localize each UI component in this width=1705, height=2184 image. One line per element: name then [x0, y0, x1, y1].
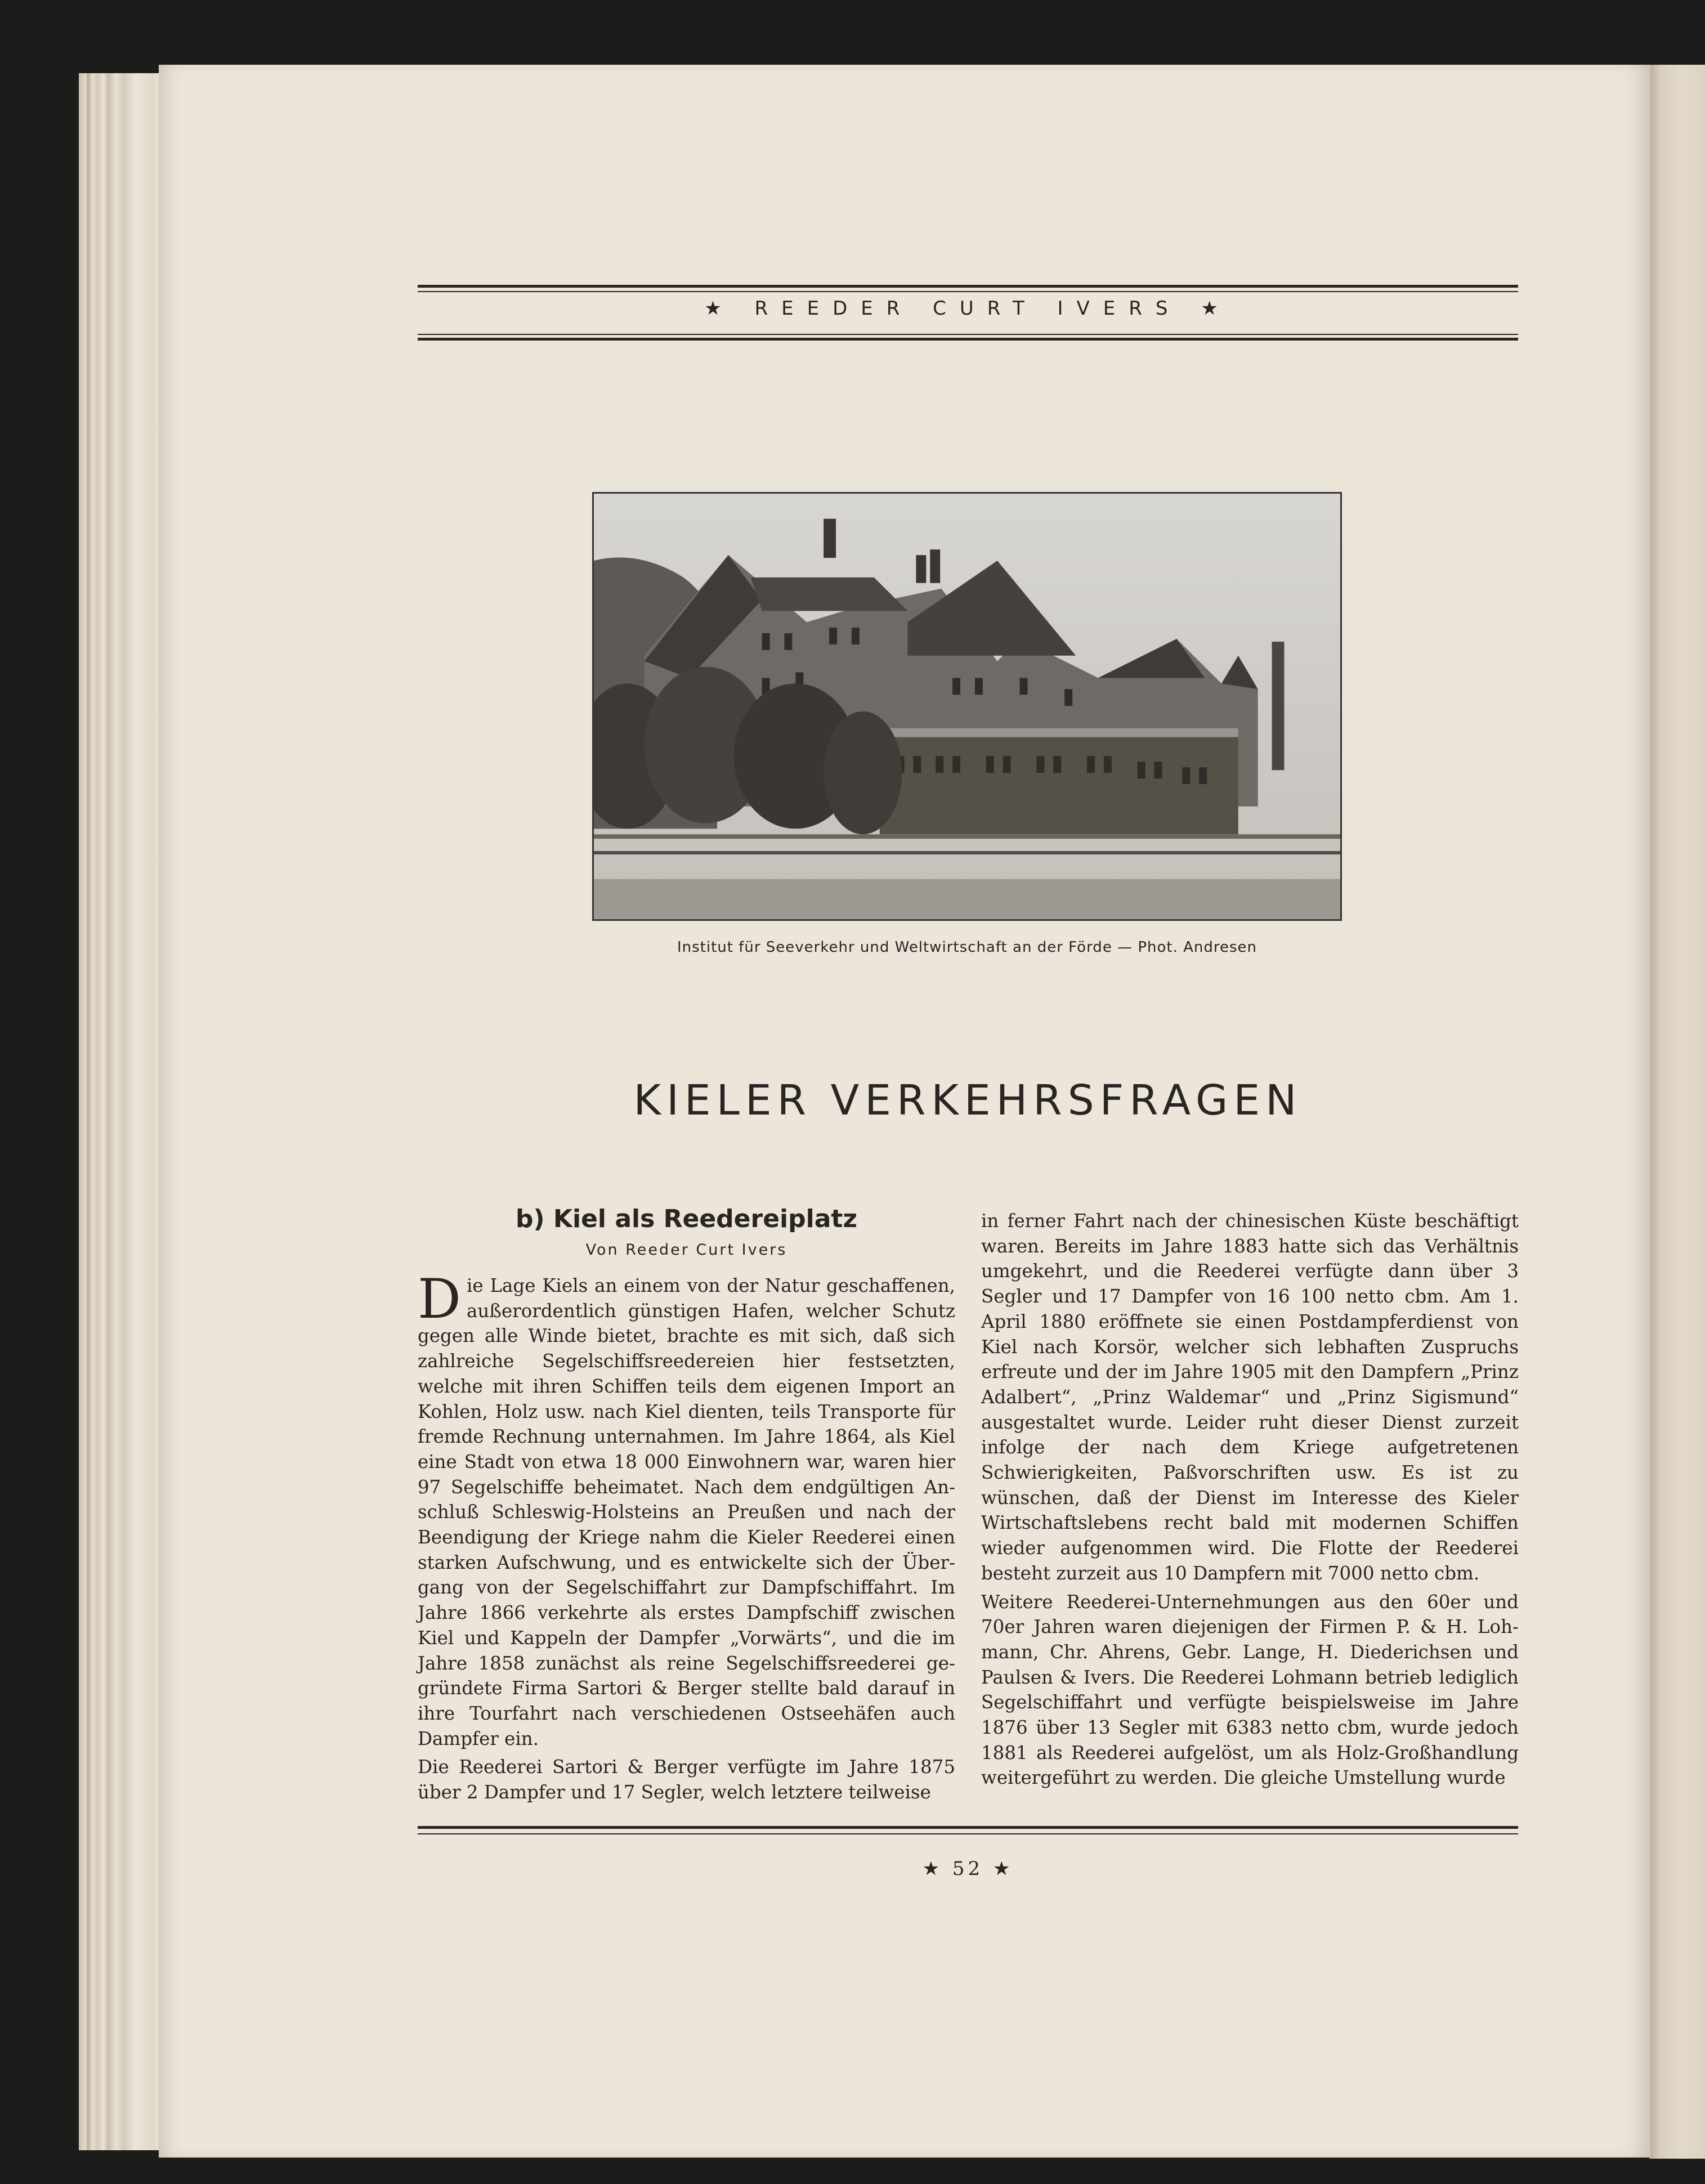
section-title: b) Kiel als Reedereiplatz	[515, 1205, 858, 1233]
running-head-star-left: ★	[704, 297, 735, 320]
running-head	[418, 297, 1518, 320]
photo-caption: Institut für Seeverkehr und Weltwirtschaft an der Förde — Phot. Andresen	[677, 939, 1258, 956]
paragraph: Die Reederei Sartori & Berger verfügte im Jahre 1875 über 2 Dampfer und 17 Segler, welch letztere teilweise	[418, 1756, 955, 1803]
paragraph: in ferner Fahrt nach der chinesischen Küste beschäftigt waren. Bereits im Jahre 1883 hatte sich das Verhältnis umgekehrt, und die Reederei verfügte dann über 3 Segler und 17 Dampfer von 16 100 netto cbm. Am 1. April 1880 eröffnete sie einen Postdampferdienst von Kiel nach Korsör, welcher sich lebhaften Zuspruchs erfreute und der im Jahre 1905 mit den Dampfern „Prinz Adalbert“, „Prinz Waldemar“ und „Prinz Sigismund“ ausgestaltet wurde. Leider ruht dieser Dienst zurzeit infolge der nach dem Kriege aufgetretenen Schwierigkeiten, Paßvorschriften usw. Es ist zu wünschen, daß der Dienst im Interesse des Kieler Wirtschaftslebens recht bald mit modernen Schiffen wieder aufgenommen wird. Die Flotte der Reederei besteht zurzeit aus 10 Dampfern mit 7000 netto cbm.	[981, 1210, 1519, 1584]
building-photograph	[592, 492, 1342, 921]
header-rule-top-thin	[418, 291, 1518, 292]
paragraph: Weitere Reederei-Unternehmungen aus den 60er und 70er Jahren waren diejenigen der Firmen P. & H. Lohmann, Chr. Ahrens, Gebr. Lange, H. Diederichsen und Paulsen & Ivers. Die Reederei Lohmann betrieb lediglich Segelschiffahrt und verfügte beispielsweise im Jahre 1876 über 13 Segler mit 6383 netto cbm, wurde jedoch 1881 als Reederei aufgelöst, um als Holz-Großhandlung weitergeführt zu werden. Die gleiche Umstellung wurde	[981, 1591, 1519, 1789]
header-rule-bottom-thin	[418, 334, 1518, 335]
running-head-text: REEDER CURT IVERS	[754, 297, 1182, 320]
page-number: ★ 52 ★	[922, 1858, 1014, 1880]
paragraph-text: ie Lage Kiels an einem von der Natur geschaffenen, außerordentlich günstigen Hafen, welcher Schutz gegen alle Winde bietet, brachte es mit sich, daß sich zahlreiche Segelschiffsreedereien hier festsetzten, welche mit ihren Schiffen teils dem eigenen Import an Kohlen, Holz usw. nach Kiel dienten, teils Transporte für fremde Rechnung unternahmen. Im Jahre 1864, als Kiel eine Stadt von etwa 18 000 Einwohnern war, waren hier 97 Segelschiffe beheimatet. Nach dem endgültigen Anschluß Schleswig-Holsteins an Preußen und nach der Beendigung der Kriege nahm die Kieler Reederei einen starken Aufschwung, und es entwickelte sich der Übergang von der Segelschiffahrt zur Dampfschiffahrt. Im Jahre 1866 verkehrte als erstes Dampfschiff zwischen Kiel und Kappeln der Dampfer „Vorwärts“, und die im Jahre 1858 zunächst als reine Segelschiffsreederei gegründete Firma Sartori & Berger stellte bald darauf in ihre Tourfahrt nach verschiedenen Ostseehäfen auch Dampfer ein.	[418, 1275, 955, 1749]
facing-page-edge	[1649, 65, 1705, 2159]
text-column-right	[981, 1209, 1519, 1805]
byline: Von Reeder Curt Ivers	[585, 1241, 787, 1259]
footer-rule-thin	[418, 1833, 1518, 1834]
footer-rule-thick	[418, 1826, 1518, 1829]
article-title: KIELER VERKEHRSFRAGEN	[633, 1076, 1303, 1125]
text-column-left	[418, 1268, 955, 1803]
building-illustration	[594, 494, 1340, 919]
book-page-edges	[79, 73, 163, 2150]
drop-cap: D	[418, 1268, 461, 1331]
running-head-star-right: ★	[1201, 297, 1232, 320]
header-rule-bottom-thick	[418, 338, 1518, 341]
paragraph	[418, 1268, 955, 1751]
header-rule-top-thick	[418, 285, 1518, 288]
